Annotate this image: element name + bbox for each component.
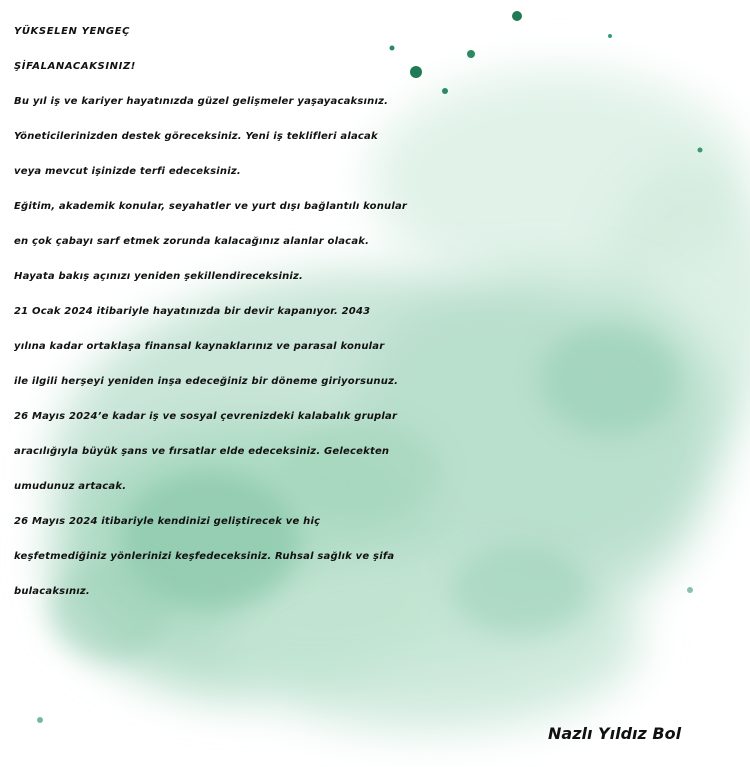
body-line: umudunuz artacak.: [14, 481, 127, 492]
body-line: bulacaksınız.: [14, 586, 90, 597]
body-line: ile ilgili herşeyi yeniden inşa edeceğiniz bir döneme giriyorsunuz.: [14, 376, 399, 387]
body-line: 26 Mayıs 2024’e kadar iş ve sosyal çevrenizdeki kalabalık gruplar: [14, 411, 398, 422]
horoscope-text: [14, 14, 744, 609]
body-line: Bu yıl iş ve kariyer hayatınızda güzel gelişmeler yaşayacaksınız.: [14, 96, 389, 107]
body-line: veya mevcut işinizde terfi edeceksiniz.: [14, 166, 241, 177]
body-line: en çok çabayı sarf etmek zorunda kalacağınız alanlar olacak.: [14, 236, 370, 247]
body-line: aracılığıyla büyük şans ve fırsatlar elde edeceksiniz. Gelecekten: [14, 446, 390, 457]
body-line: Eğitim, akademik konular, seyahatler ve yurt dışı bağlantılı konular: [14, 201, 408, 212]
body-line: Yöneticilerinizden destek göreceksiniz. Yeni iş teklifleri alacak: [14, 131, 378, 142]
title-line-1: YÜKSELEN YENGEÇ: [14, 26, 131, 37]
body-line: 21 Ocak 2024 itibariyle hayatınızda bir devir kapanıyor. 2043: [14, 306, 371, 317]
body-line: keşfetmediğiniz yönlerinizi keşfedeceksiniz. Ruhsal sağlık ve şifa: [14, 551, 395, 562]
title-line-2: ŞİFALANACAKSINIZ!: [14, 61, 136, 72]
author-signature: Nazlı Yıldız Bol: [548, 724, 682, 743]
body-line: 26 Mayıs 2024 itibariyle kendinizi geliştirecek ve hiç: [14, 516, 321, 527]
body-line: Hayata bakış açınızı yeniden şekillendireceksiniz.: [14, 271, 304, 282]
body-line: yılına kadar ortaklaşa finansal kaynaklarınız ve parasal konular: [14, 341, 385, 352]
